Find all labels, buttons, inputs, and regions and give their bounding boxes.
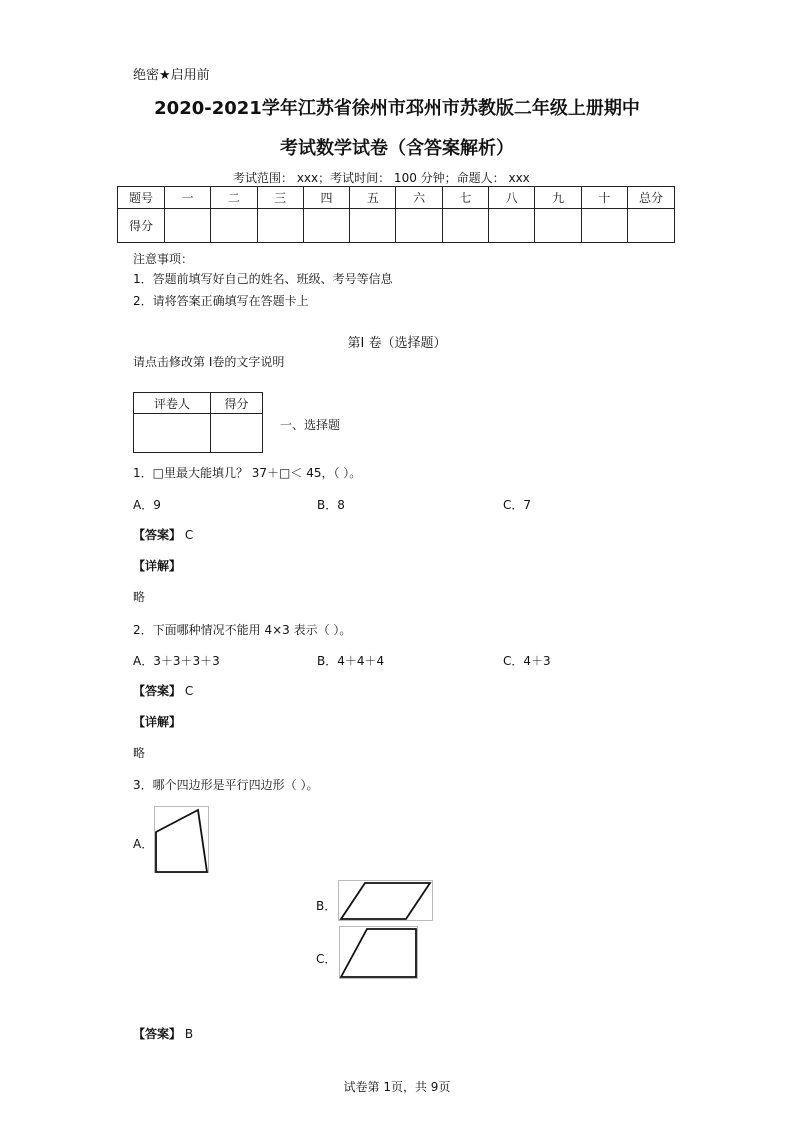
answer-row — [133, 1025, 193, 1042]
option-a: A．9 — [133, 498, 161, 512]
grader-cell-empty — [134, 414, 211, 453]
figure-frame — [340, 927, 418, 979]
notes-item: 2．请将答案正确填写在答题卡上 — [133, 294, 309, 308]
section-title: 第Ⅰ 卷（选择题） — [347, 336, 447, 351]
answer-value: B — [184, 1027, 194, 1041]
score-cell-empty — [257, 209, 303, 243]
score-table-score-row — [118, 209, 675, 243]
score-cell-header: 四 — [303, 187, 349, 209]
score-cell-header: 一 — [165, 187, 211, 209]
detail-text: 略 — [133, 590, 146, 604]
score-cell-empty — [442, 209, 488, 243]
answer-label: 【答案】 — [133, 528, 182, 542]
answer-row — [133, 682, 193, 699]
grader-empty-row — [134, 414, 263, 453]
grader-header-row — [134, 393, 263, 414]
score-cell-empty — [303, 209, 349, 243]
score-cell-header: 十 — [581, 187, 627, 209]
score-cell-empty — [489, 209, 535, 243]
quadrilateral-a-figure — [154, 806, 210, 874]
grader-header: 评卷人 — [134, 393, 211, 414]
figure-frame — [155, 807, 209, 873]
option-c: C．7 — [503, 498, 532, 512]
score-cell-header: 总分 — [628, 187, 675, 209]
answer-value: C — [184, 684, 194, 698]
question-stem: 2．下面哪种情况不能用 4×3 表示（ ）。 — [133, 623, 352, 637]
page-title-line1: 2020-2021学年江苏省徐州市邳州市苏教版二年级上册期中 — [154, 98, 640, 119]
score-cell-header: 八 — [489, 187, 535, 209]
score-cell-header: 五 — [350, 187, 396, 209]
question-stem: 3．哪个四边形是平行四边形（ ）。 — [133, 778, 319, 792]
quadrilateral-a — [156, 810, 207, 872]
score-cell-header: 二 — [211, 187, 257, 209]
secret-mark: 绝密★启用前 — [133, 68, 210, 83]
grader-cell-empty — [210, 414, 262, 453]
option-a: A．3＋3＋3＋3 — [133, 654, 220, 668]
option-b-label: B． — [316, 899, 337, 913]
notes-item: 1．答题前填写好自己的姓名、班级、考号等信息 — [133, 272, 393, 286]
score-cell-empty — [396, 209, 442, 243]
score-cell-empty — [211, 209, 257, 243]
score-cell-header: 九 — [535, 187, 581, 209]
score-row-label: 得分 — [118, 209, 165, 243]
score-table — [117, 186, 675, 243]
answer-row — [133, 526, 193, 543]
score-cell-empty — [535, 209, 581, 243]
trapezoid-c-figure — [339, 926, 419, 980]
option-c-label: C． — [316, 952, 337, 966]
score-cell-header: 三 — [257, 187, 303, 209]
score-cell-empty — [581, 209, 627, 243]
detail-label: 【详解】 — [133, 715, 182, 729]
score-cell-empty — [350, 209, 396, 243]
score-cell-empty — [628, 209, 675, 243]
notes-heading: 注意事项： — [133, 252, 194, 266]
grader-table — [133, 392, 263, 453]
parallelogram-b — [341, 883, 430, 919]
section-desc: 请点击修改第 Ⅰ卷的文字说明 — [133, 355, 285, 369]
option-c: C．4＋3 — [503, 654, 551, 668]
page-footer: 试卷第 1页，共 9页 — [343, 1080, 451, 1094]
score-cell-header: 题号 — [118, 187, 165, 209]
part-title: 一、选择题 — [280, 418, 341, 432]
option-b: B．4＋4＋4 — [317, 654, 385, 668]
score-cell-header: 六 — [396, 187, 442, 209]
parallelogram-b-figure — [338, 880, 434, 922]
grader-header: 得分 — [210, 393, 262, 414]
score-cell-header: 七 — [442, 187, 488, 209]
option-b: B．8 — [317, 498, 345, 512]
option-a-label: A． — [133, 837, 154, 851]
answer-label: 【答案】 — [133, 684, 182, 698]
trapezoid-c — [341, 929, 416, 977]
exam-info: 考试范围： xxx；考试时间： 100 分钟；命题人： xxx — [233, 171, 530, 185]
detail-text: 略 — [133, 746, 146, 760]
page-title-line2: 考试数学试卷（含答案解析） — [280, 138, 514, 159]
answer-label: 【答案】 — [133, 1027, 182, 1041]
question-stem: 1．□里最大能填几？ 37＋□＜ 45，（ ）。 — [133, 466, 362, 480]
answer-value: C — [184, 528, 194, 542]
detail-label: 【详解】 — [133, 559, 182, 573]
score-table-header-row — [118, 187, 675, 209]
score-cell-empty — [165, 209, 211, 243]
